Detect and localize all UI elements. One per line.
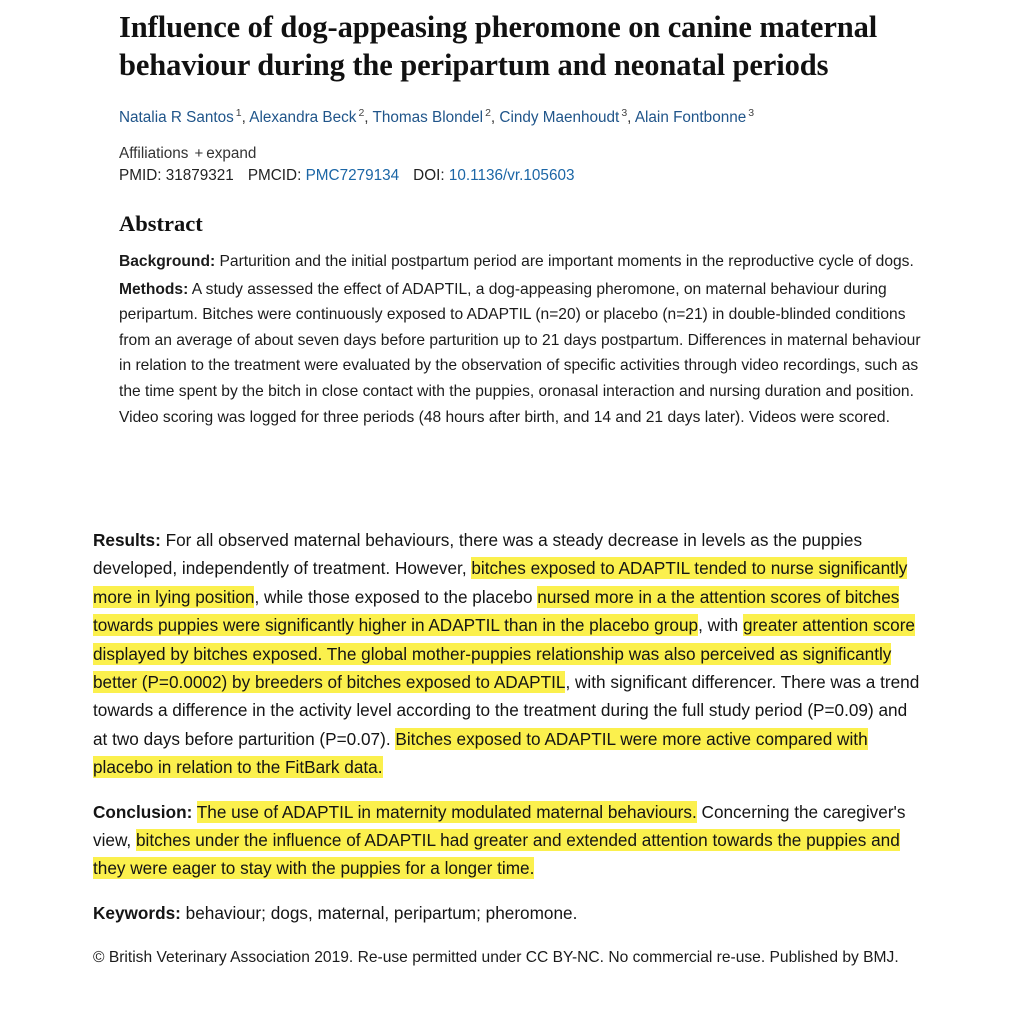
pmid-label: PMID: (119, 167, 162, 185)
conclusion-runs: The use of ADAPTIL in maternity modulated maternal behaviours. Concerning the caregiver's view, bitches under the influence of ADAPTIL had greater and extended attention towards the puppies and they were eager to stay with the puppies for a longer time. (93, 801, 906, 879)
author-list: Natalia R Santos $^1$, Alexandra Beck $^2$, Thomas Blondel $^2$, Cindy Maenhoudt $^3$, Alain Fontbonne $^3$ (119, 107, 755, 127)
affiliations-row (119, 145, 924, 163)
expand-affiliations-button[interactable]: expand (206, 145, 257, 163)
affiliations-label: Affiliations (119, 145, 189, 163)
abstract-methods (119, 277, 924, 431)
highlighted-text: Bitches exposed to ADAPTIL were more active compared with placebo in relation to the FitBark data. (93, 728, 868, 778)
author-link[interactable]: Cindy Maenhoudt (499, 109, 620, 127)
highlighted-text: nursed more in a the attention scores of bitches towards puppies were significantly higher in ADAPTIL than in the placebo group (93, 586, 900, 636)
abstract-background (119, 249, 924, 275)
author-affiliation-marker: 2 (485, 107, 491, 119)
plus-icon[interactable]: + (194, 145, 204, 163)
keywords-text: behaviour; dogs, maternal, peripartum; pheromone. (185, 902, 578, 923)
results-paragraph (93, 526, 924, 782)
conclusion-paragraph (93, 798, 924, 883)
background-text: Parturition and the initial postpartum period are important moments in the reproductive cycle of dogs. (219, 253, 914, 271)
keywords-label: Keywords: (93, 902, 181, 923)
author-affiliation-marker: 3 (748, 107, 755, 119)
pmcid-label: PMCID: (247, 167, 302, 185)
highlighted-abstract (0, 508, 1024, 1024)
page-title: Influence of dog-appeasing pheromone on canine maternal behaviour during the peripartum and neonatal periods (119, 10, 878, 82)
methods-text: A study assessed the effect of ADAPTIL, a dog-appeasing pheromone, on maternal behaviour during peripartum. Bitches were continuously exposed to ADAPTIL (n=20) or placebo (n=21) in double-blinded conditions from an average of about seven days before parturition up to 21 days postpartum. Differences in maternal behaviour in relation to the treatment were evaluated by the observation of specific activities through video recordings, such as the time spent by the bitch in close contact with the puppies, oronasal interaction and nursing duration and position. (119, 280, 921, 401)
author-affiliation-marker: 3 (621, 107, 628, 119)
methods-clipped-text: Video scoring was logged for three periods (48 hours after birth, and 14 and 21 days later). Videos were scored. (119, 408, 890, 426)
keywords-paragraph (93, 899, 924, 927)
conclusion-label: Conclusion: (93, 801, 193, 822)
pmcid-link[interactable]: PMC7279134 (305, 167, 400, 185)
author-link[interactable]: Alain Fontbonne (634, 109, 747, 127)
copyright-notice: © British Veterinary Association 2019. Re-use permitted under CC BY-NC. No commercial re-use. Published by BMJ. (93, 949, 899, 967)
identifiers-row (119, 167, 924, 185)
results-label: Results: (93, 530, 161, 550)
author-affiliation-marker: 1 (235, 107, 242, 119)
highlighted-text: bitches exposed to ADAPTIL tended to nurse significantly more in lying position (93, 558, 908, 607)
article-record (0, 0, 1024, 508)
author-link[interactable]: Thomas Blondel (372, 109, 484, 127)
doi-link[interactable]: 10.1136/vr.105603 (448, 167, 575, 185)
highlighted-text: greater attention score displayed by bitches exposed. The global mother-puppies relationship was also perceived as significantly better (P=0.0002) by breeders of bitches exposed to ADAPTIL (93, 615, 915, 693)
author-link[interactable]: Alexandra Beck (249, 109, 357, 127)
highlighted-text: The use of ADAPTIL in maternity modulated maternal behaviours. (196, 801, 697, 822)
highlighted-text: bitches under the influence of ADAPTIL had greater and extended attention towards the puppies and they were eager to stay with the puppies for a longer time. (93, 830, 900, 879)
pmid-value: 31879321 (165, 167, 234, 185)
background-label: Background: (119, 253, 216, 271)
doi-label: DOI: (413, 167, 445, 185)
results-runs: For all observed maternal behaviours, there was a steady decrease in levels as the puppies developed, independently of treatment. However, bitches exposed to ADAPTIL tended to nurse significantly more in lying position, while those exposed to the placebo nursed more in a the attention scores of bitches towards puppies were significantly higher in ADAPTIL than in the placebo group, with greater attention score displayed by bitches exposed. The global mother-puppies relationship was also perceived as significantly better (P=0.0002) by breeders of bitches exposed to ADAPTIL, with significant differencer. There was a trend towards a difference in the activity level according to the treatment during the full study period (P=0.09) and at two days before parturition (P=0.07). Bitches exposed to ADAPTIL were more active compared with placebo in relation to the FitBark data. (93, 530, 920, 778)
methods-label: Methods: (119, 280, 189, 298)
author-link[interactable]: Natalia R Santos (119, 109, 234, 127)
abstract-heading: Abstract (119, 211, 203, 237)
author-affiliation-marker: 2 (358, 107, 365, 119)
